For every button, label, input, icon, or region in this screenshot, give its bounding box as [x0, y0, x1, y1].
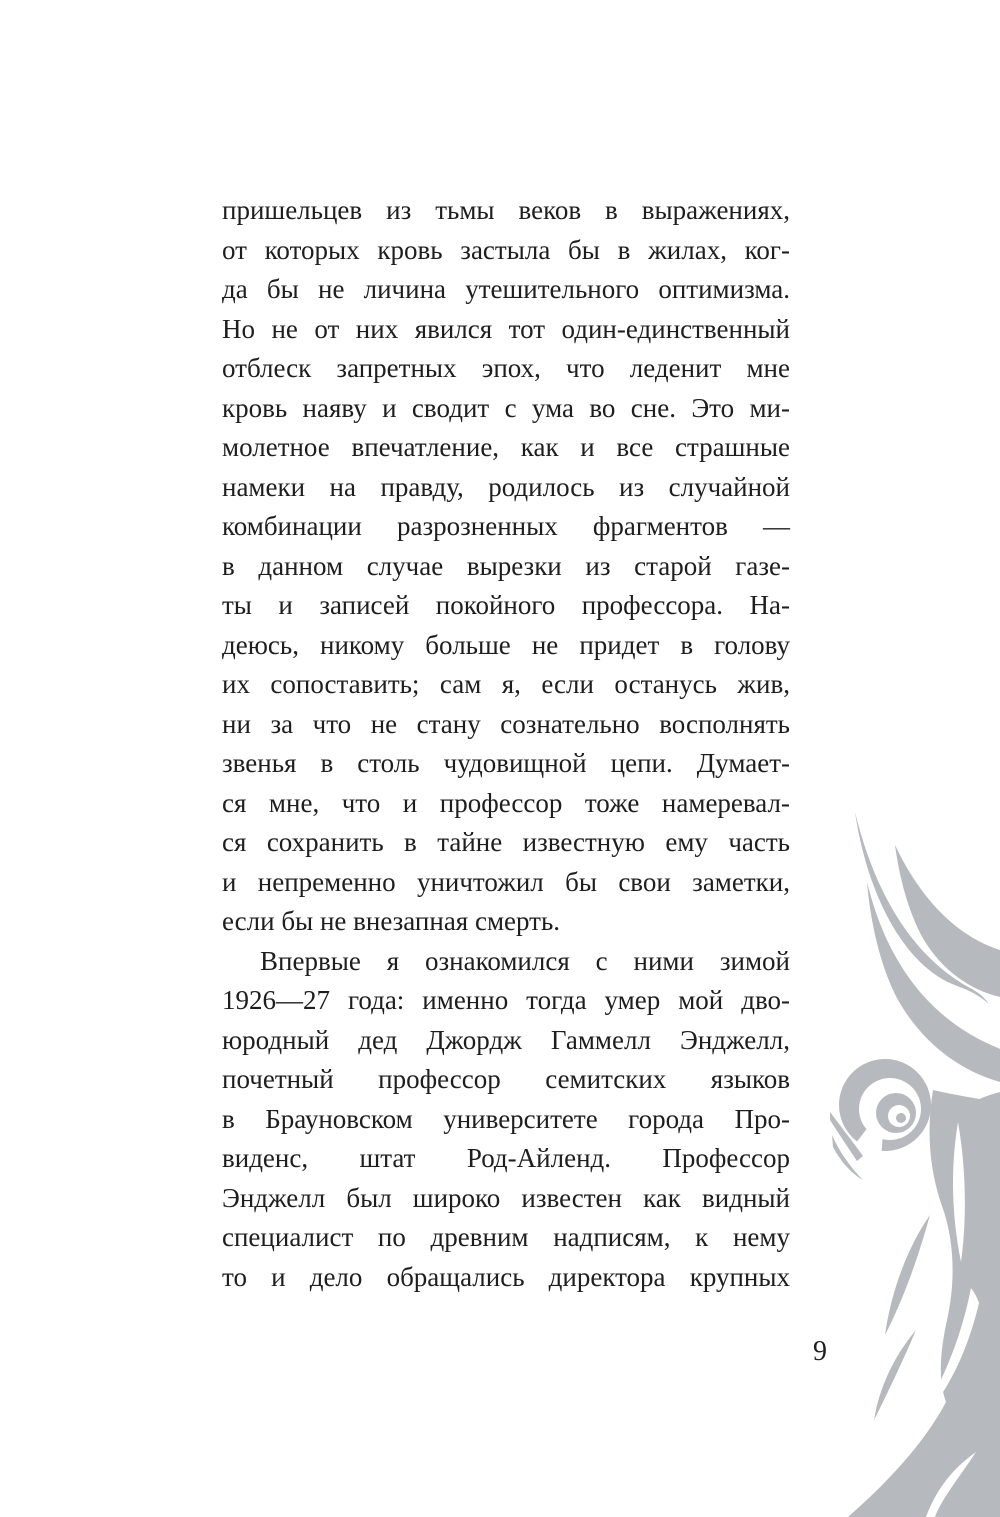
text-line: ты и записей покойного профессора. На-	[222, 590, 790, 620]
text-line: Энджелл был широко известен как видный	[222, 1182, 790, 1213]
text-line: специалист по древним надписям, к нему	[222, 1222, 790, 1252]
text-line: деюсь, никому больше не придет в голову	[222, 629, 790, 660]
text-line: да бы не личина утешительного оптимизма.	[222, 274, 790, 304]
text-line: 1926—27 года: именно тогда умер мой дво-	[222, 985, 790, 1015]
text-line: кровь наяву и сводит с ума во сне. Это ми-	[222, 392, 790, 423]
text-line: юродный дед Джордж Гаммелл Энджелл,	[222, 1024, 790, 1055]
text-line: виденс, штат Род-Айленд. Профессор	[222, 1143, 790, 1173]
paragraph-1	[222, 191, 790, 942]
text-line: в Брауновском университете города Про-	[222, 1103, 790, 1134]
text-line: ся сохранить в тайне известную ему часть	[222, 827, 790, 857]
text-line: Но не от них явился тот один-единственный	[222, 313, 790, 344]
text-line: молетное впечатление, как и все страшные	[222, 432, 790, 462]
text-line: комбинации разрозненных фрагментов —	[222, 511, 790, 541]
text-line: почетный профессор семитских языков	[222, 1064, 790, 1094]
text-line: пришельцев из тьмы веков в выражениях,	[222, 195, 790, 225]
text-line: от которых кровь застыла бы в жилах, ког-	[222, 234, 790, 265]
text-line: то и дело обращались директора крупных	[222, 1261, 790, 1292]
text-line: и непременно уничтожил бы свои заметки,	[222, 866, 790, 897]
text-line: их сопоставить; сам я, если останусь жив,	[222, 669, 790, 699]
text-line: Впервые я ознакомился с ними зимой	[260, 945, 790, 976]
tribal-swirl-ornament-icon	[830, 790, 1000, 1517]
text-line: отблеск запретных эпох, что леденит мне	[222, 353, 790, 383]
page-number: 9	[813, 1336, 827, 1367]
text-line: в данном случае вырезки из старой газе-	[222, 550, 790, 581]
paragraph-2	[222, 942, 790, 1298]
text-line: намеки на правду, родилось из случайной	[222, 471, 790, 502]
body-text	[222, 191, 790, 1297]
text-line: звенья в столь чудовищной цепи. Думает-	[222, 748, 790, 778]
text-line: если бы не внезапная смерть.	[222, 906, 561, 936]
text-line: ни за что не стану сознательно восполнять	[222, 708, 790, 739]
text-line: ся мне, что и профессор тоже намеревал-	[222, 787, 790, 818]
